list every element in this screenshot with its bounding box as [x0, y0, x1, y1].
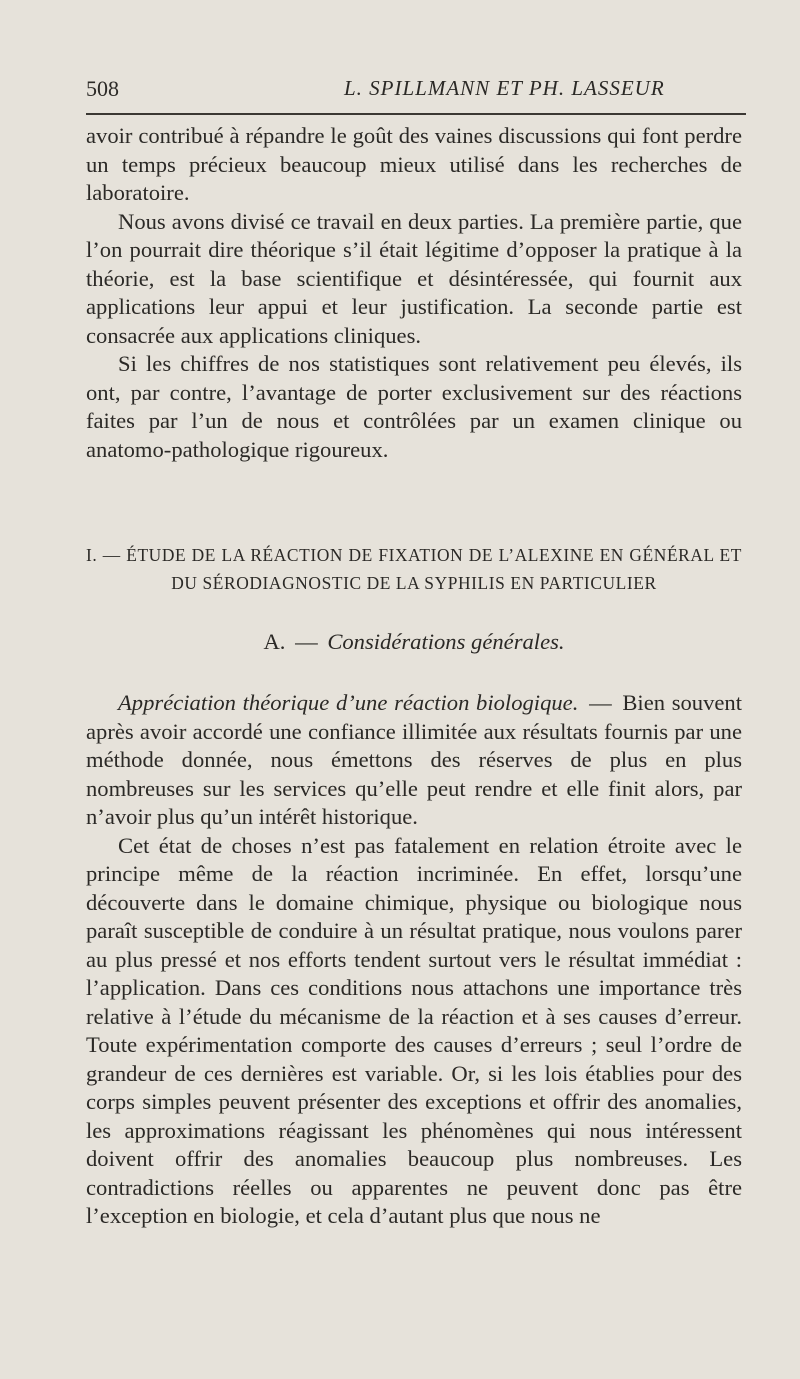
running-head-title: L. SPILLMANN ET PH. LASSEUR — [344, 76, 665, 100]
run-in-dash: — — [589, 690, 612, 715]
subsection-label: A. — [263, 629, 286, 654]
paragraph-etat-de-choses: Cet état de choses n’est pas fatalement en relation étroite avec le principe même de la réaction incriminée. En effet, lorsqu’une découverte dans le domaine chimique, physique ou biologique nous paraît susceptible de conduire à un résultat pratique, nous voulons parer au plus pressé et nos efforts tendent surtout vers le résultat immédiat : l’application. Dans ces conditions nous attachons une importance très relative à l’étude du mécanisme de la réaction et à ses causes d’erreur. Toute expérimentation comporte des causes d’erreurs ; seul l’ordre de grandeur de ces dernières est variable. Or, si les lois établies pour des corps simples peuvent présenter des exceptions et offrir des anomalies, les approximations réagissant les phénomènes qui nous intéressent doivent offrir des anomalies beaucoup plus nombreuses. Les contradictions réelles ou apparentes ne peuvent donc pas être l’exception en biologie, et cela d’autant plus que nous ne — [86, 832, 742, 1228]
section-heading: I. — ÉTUDE DE LA RÉACTION DE FIXATION DE L’ALEXINE EN GÉNÉRAL ET DU SÉRODIAGNOSTIC DE LA SYPHILIS EN PARTICULIER — [86, 545, 742, 593]
paragraph-appreciation-text: Bien souvent après avoir accordé une confiance illimitée aux résultats fournis par une méthode donnée, nous émettons des réserves de plus en plus nombreuses sur les services qu’elle peut rendre et elle finit alors, par n’avoir plus qu’un intérêt historique. — [86, 690, 743, 829]
running-header — [86, 76, 746, 106]
header-rule — [86, 113, 746, 115]
paragraph-appreciation — [86, 689, 742, 832]
page-number: 508 — [86, 76, 119, 101]
paragraph-continuation: avoir contribué à répandre le goût des vaines discussions qui font perdre un temps précieux beaucoup mieux utilisé dans les recherches de laboratoire. — [86, 123, 742, 205]
subsection-heading — [86, 628, 742, 656]
subsection-title: Considérations générales. — [327, 629, 565, 654]
run-in-heading: Appréciation théorique d’une réaction biologique. — [118, 690, 579, 715]
subsection-dash: — — [295, 629, 318, 654]
page-body — [86, 122, 742, 1231]
paragraph-parts: Nous avons divisé ce travail en deux parties. La première partie, que l’on pourrait dire théorique s’il était légitime d’opposer la pratique à la théorie, est la base scientifique et désintéressée, qui fournit aux applications leur appui et leur justification. La seconde partie est consacrée aux applications cliniques. — [86, 208, 742, 348]
paragraph-statistics: Si les chiffres de nos statistiques sont relativement peu élevés, ils ont, par contre, l’avantage de porter exclusivement sur des réactions faites par l’un de nous et contrôlées par un examen clinique ou anatomo-pathologique rigoureux. — [86, 351, 742, 462]
